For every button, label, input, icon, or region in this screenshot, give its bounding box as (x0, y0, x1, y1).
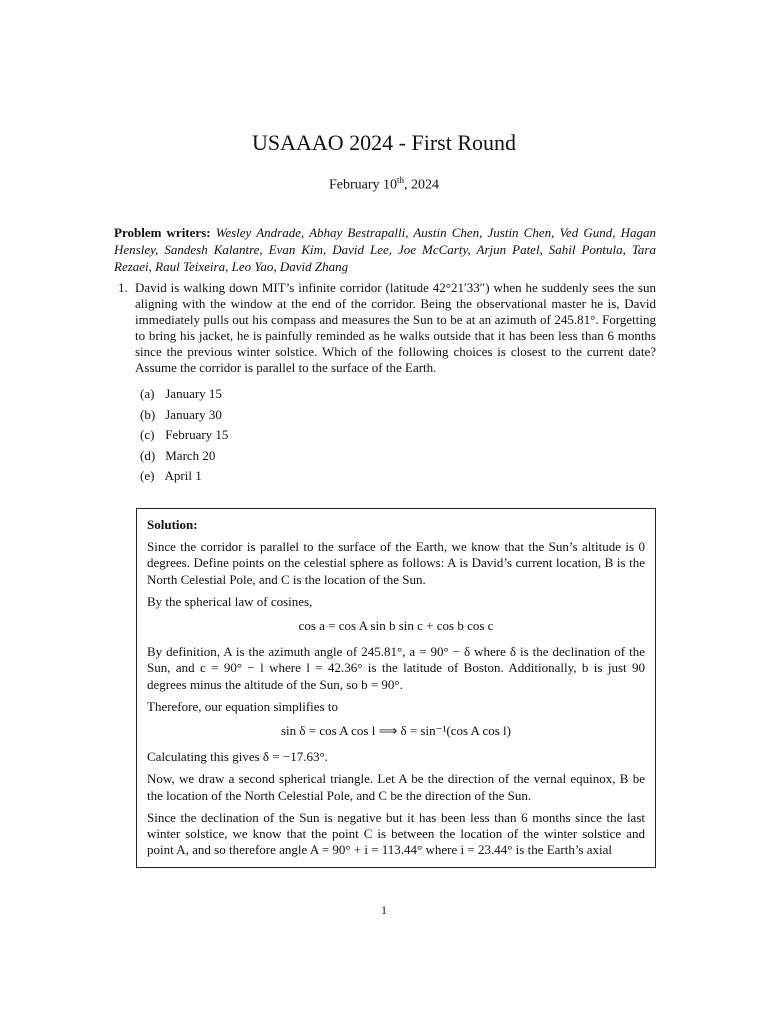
choice-label: (e) (140, 468, 155, 484)
choice-label: (b) (140, 406, 156, 422)
document-title: USAAAO 2024 - First Round (251, 130, 517, 155)
problem-writers (114, 224, 656, 275)
solution-heading: Solution: (147, 517, 198, 532)
choice-e (140, 466, 228, 487)
writers-label: Problem writers: (114, 225, 211, 240)
choice-text: February 15 (165, 427, 229, 443)
solution-box (136, 508, 656, 868)
document-date (0, 175, 768, 194)
choice-text: April 1 (164, 468, 202, 484)
solution-paragraph: Since the declination of the Sun is negative but it has been less than 6 months since the last winter solstice, we know that the point C is between the location of the winter solstice and point A, and so therefore angle A = 90° + i = 113.44° where i = 23.44° is the Earth’s axial (147, 809, 645, 858)
date-superscript: th (397, 175, 405, 185)
choice-text: January 30 (165, 406, 222, 422)
choice-text: January 15 (165, 386, 222, 401)
choice-label: (c) (140, 427, 155, 443)
problem-number: 1. (118, 280, 128, 295)
choice-d (140, 446, 228, 467)
solution-paragraph: Now, we draw a second spherical triangle. Let A be the direction of the vernal equinox, B be the location of the North Celestial Pole, and C be the direction of the Sun. (147, 771, 645, 803)
equation-declination: sin δ = cos A cos l ⟹ δ = sin⁻¹(cos A cos l) (280, 723, 511, 739)
equation-law-of-cosines: cos a = cos A sin b sin c + cos b cos c (298, 618, 494, 634)
choice-label: (d) (140, 447, 156, 463)
date-prefix: February 10 (328, 177, 398, 193)
solution-content (147, 517, 645, 864)
solution-paragraph: Therefore, our equation simplifies to (147, 698, 338, 714)
choice-label: (a) (140, 386, 155, 401)
solution-paragraph: By the spherical law of cosines, (147, 593, 313, 609)
date-suffix: , 2024 (404, 177, 440, 193)
answer-choices (140, 384, 228, 487)
page-number: 1 (381, 903, 387, 917)
choice-text: March 20 (165, 447, 216, 463)
problem-text: David is walking down MIT’s infinite corridor (latitude 42°21′33″) when he suddenly sees the sun aligning with the window at the end of the corridor. Being the observational master he is, David immediately pulls out his compass and measures the Sun to be at an azimuth of 245.81°. Forgetting to bring his jacket, he is painfully reminded as he walks outside that it has been less than 6 months since the previous winter solstice. Which of the following choices is closest to the current date? Assume the corridor is parallel to the surface of the Earth. (135, 280, 656, 375)
choice-c (140, 425, 228, 446)
solution-paragraph: By definition, A is the azimuth angle of 245.81°, a = 90° − δ where δ is the declination of the Sun, and c = 90° − l where l = 42.36° is the latitude of Boston. Additionally, b is just 90 degrees minus the altitude of the Sun, so b = 90°. (147, 644, 645, 692)
writers-names: Wesley Andrade, Abhay Bestrapalli, Austin Chen, Justin Chen, Ved Gund, Hagan Hensley, Sandesh Kalantre, Evan Kim, David Lee, Joe McCarty, Arjun Patel, Sahil Pontula, Tara Rezaei, Raul Teixeira, Leo Yao, David Zhang (114, 225, 657, 274)
choice-b (140, 405, 228, 426)
choice-a (140, 384, 228, 405)
solution-paragraph: Since the corridor is parallel to the surface of the Earth, we know that the Sun’s altitude is 0 degrees. Define points on the celestial sphere as follows: A is David’s current location, B is the North Celestial Pole, and C is the location of the Sun. (147, 539, 645, 587)
solution-paragraph: Calculating this gives δ = −17.63°. (147, 749, 328, 765)
